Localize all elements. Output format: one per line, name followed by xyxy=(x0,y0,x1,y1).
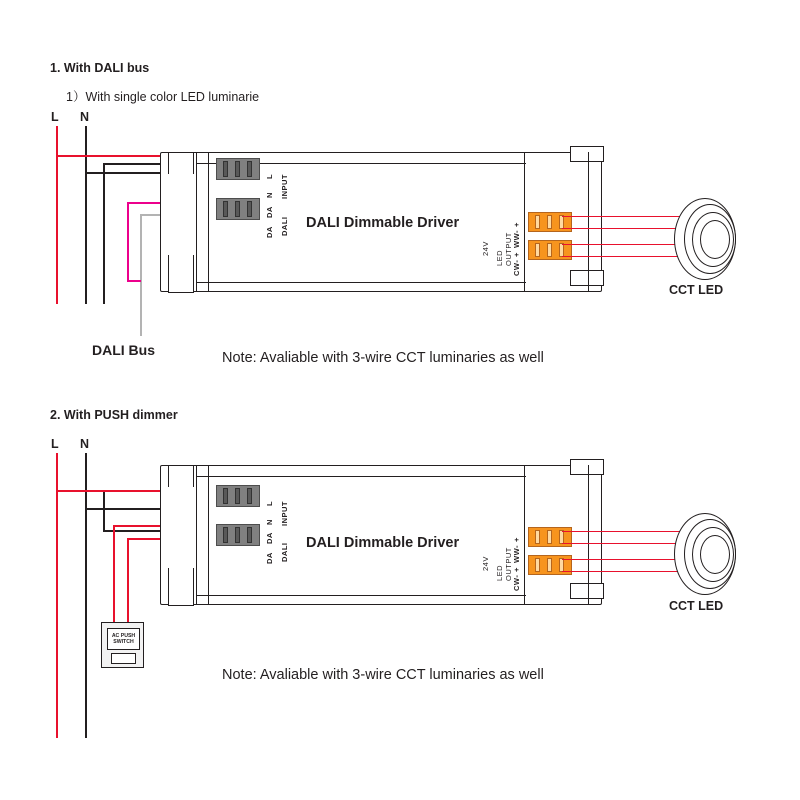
section-2-partition-left xyxy=(196,465,197,605)
terminal-slot xyxy=(235,488,240,504)
section-1-input-label-n: N xyxy=(265,192,274,198)
push-switch-label xyxy=(112,633,135,646)
terminal-slot xyxy=(223,488,228,504)
section-2-push-wire-b-drop xyxy=(127,538,129,623)
section-2-left-flange-top xyxy=(168,465,194,487)
section-1-output-group-sub: 24V xyxy=(481,241,490,256)
push-switch-rocker[interactable] xyxy=(111,653,136,664)
section-1-input-group-label: INPUT xyxy=(280,174,289,199)
section-2-input-group-label: INPUT xyxy=(280,501,289,526)
section-2-note: Note: Avaliable with 3-wire CCT luminaries as well xyxy=(222,667,544,683)
section-2-push-wire-a-drop xyxy=(113,525,115,623)
section-1-output-label-plus-2: + xyxy=(512,252,521,257)
section-1-input-label-l: L xyxy=(265,173,274,179)
section-2-partition-right xyxy=(524,465,525,605)
section-2-neutral-vertical-wire-2 xyxy=(103,490,105,530)
terminal-slot xyxy=(547,530,552,544)
terminal-slot xyxy=(247,527,252,543)
section-2-input-label-n: N xyxy=(265,519,274,525)
terminal-slot xyxy=(535,558,540,572)
section-2-live-label: L xyxy=(51,437,59,451)
section-1-dali-label-1: DA xyxy=(265,206,274,218)
section-2-load-label: CCT LED xyxy=(669,599,724,613)
terminal-slot xyxy=(235,527,240,543)
section-2-output-group-label: LED OUTPUT xyxy=(495,547,513,581)
section-2-input-label-l: L xyxy=(265,500,274,506)
section-2-cct-led-lamp xyxy=(660,511,750,597)
section-2-partition-left2 xyxy=(208,465,209,605)
section-2-left-flange-bottom xyxy=(168,568,194,606)
section-2-neutral-label: N xyxy=(80,437,90,451)
section-2-inner-bottom-line xyxy=(196,595,526,596)
section-2-dali-terminal-block xyxy=(216,524,260,546)
section-2-output-label-plus-1: + xyxy=(512,537,521,542)
section-2-output-group-sub: 24V xyxy=(481,556,490,571)
section-2-dali-label-1: DA xyxy=(265,532,274,544)
section-2-inner-top-line xyxy=(196,476,526,477)
section-1-output-group-label: LED OUTPUT xyxy=(495,232,513,266)
terminal-slot xyxy=(247,488,252,504)
section-1-live-label: L xyxy=(51,110,59,124)
section-2-right-flange-top xyxy=(570,459,604,475)
section-1-driver-label: DALI Dimmable Driver xyxy=(306,215,460,231)
section-1-subheading: 1）With single color LED luminarie xyxy=(66,90,260,104)
section-2-right-flange-bottom xyxy=(570,583,604,599)
section-1-load-label: CCT LED xyxy=(669,283,724,297)
section-1-heading: 1. With DALI bus xyxy=(50,61,150,75)
section-2-output-label-ww: WW- xyxy=(512,544,521,563)
section-1-output-label-cw: CW- xyxy=(512,259,521,276)
section-2-push-switch[interactable] xyxy=(101,622,144,668)
section-2-partition-right2 xyxy=(588,465,589,605)
push-switch-label-line2: SWITCH xyxy=(113,639,134,645)
section-1-output-label-plus-1: + xyxy=(512,222,521,227)
terminal-slot xyxy=(223,527,228,543)
section-2-driver-label: DALI Dimmable Driver xyxy=(306,535,460,551)
push-switch-label-line1: AC PUSH xyxy=(111,632,136,639)
push-switch-face[interactable] xyxy=(107,628,140,650)
section-1-output-label-ww: WW- xyxy=(512,229,521,248)
section-2-dali-label-2: DA xyxy=(265,552,274,564)
section-1-dali-bus-label: DALI Bus xyxy=(92,342,155,358)
section-2-heading: 2. With PUSH dimmer xyxy=(50,408,178,422)
terminal-slot xyxy=(535,530,540,544)
lamp-ring-core xyxy=(700,535,730,574)
section-2-output-label-cw: CW- xyxy=(512,574,521,591)
terminal-slot xyxy=(547,558,552,572)
section-2-live-vertical-wire xyxy=(56,453,58,738)
section-2-output-label-plus-2: + xyxy=(512,567,521,572)
section-1-dali-group-label: DALI xyxy=(280,216,289,236)
section-2-input-terminal-block xyxy=(216,485,260,507)
section-2-dali-group-label: DALI xyxy=(280,542,289,562)
section-1-note: Note: Avaliable with 3-wire CCT luminaries as well xyxy=(222,350,544,366)
section-1-neutral-label: N xyxy=(80,110,90,124)
section-1-dali-label-2: DA xyxy=(265,226,274,238)
section-2-neutral-vertical-wire xyxy=(85,453,87,738)
